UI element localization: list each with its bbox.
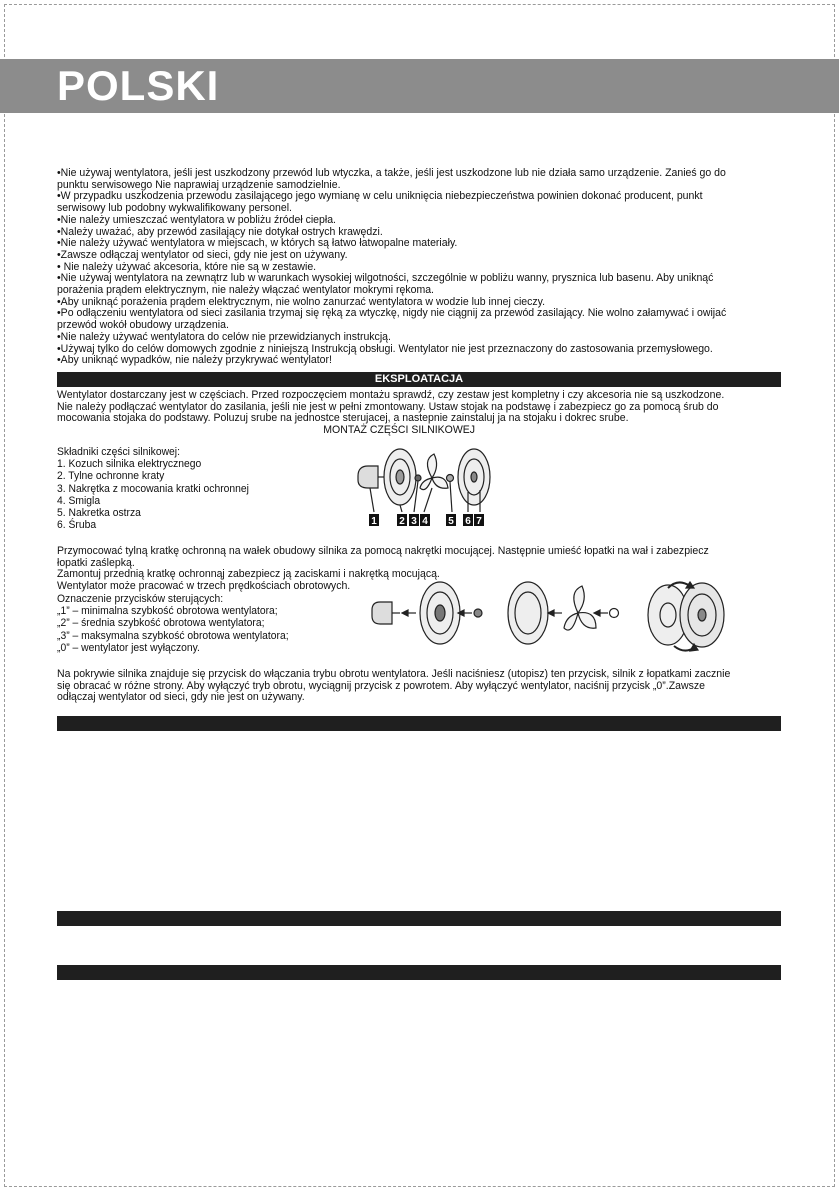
parts-item: 4. Smigla <box>57 494 101 507</box>
buttons-title: Oznaczenie przycisków sterujących: <box>57 593 224 605</box>
safety-item: • Nie należy używać akcesoria, które nie są w zestawie. <box>57 260 317 273</box>
page-title: POLSKI <box>57 62 220 109</box>
safety-list <box>57 168 741 367</box>
button-item: „3” – maksymalna szybkość obrotowa wentylatora; <box>57 629 289 642</box>
safety-item: •Zawsze odłączaj wentylator od sieci, gdy nie jest on używany. <box>57 248 348 261</box>
diagram-number: 7 <box>476 516 482 527</box>
language-header <box>0 59 839 113</box>
section-bar-empty <box>57 911 781 926</box>
assembly-steps-diagram <box>368 580 738 660</box>
parts-item: 3. Nakrętka z mocowania kratki ochronnej <box>57 482 249 495</box>
diagram-number: 6 <box>465 516 471 527</box>
section-heading-exploitation: EKSPLOATACJA <box>57 372 781 387</box>
safety-item: •Nie należy używać wentylatora w miejscach, w których są łatwo łatwopalne materiały. <box>57 237 458 250</box>
button-item: „1” – minimalna szybkość obrotowa wentylatora; <box>57 605 278 618</box>
safety-item: •Nie należy umieszczać wentylatora w pobliżu źródeł ciepła. <box>57 213 336 226</box>
intro-paragraph: Wentylator dostarczany jest w częściach. Przed rozpoczęciem montażu sprawdź, czy zestaw jest kompletny i czy akcesoria nie są uszkodzone. <box>57 389 725 401</box>
assembly-paragraph: Przymocować tylną kratkę ochronną na wałek obudowy silnika za pomocą nakrętki mocującej. Następnie umieść łopatki na wał i zabezpiecz łopatki zaślepką. <box>57 545 709 569</box>
diagram-number: 3 <box>411 516 417 527</box>
safety-item: •Aby uniknąć wypadków, nie należy przykrywać wentylator! <box>57 354 332 367</box>
parts-item: 6. Śruba <box>57 519 97 532</box>
parts-item: 1. Kozuch silnika elektrycznego <box>57 458 202 471</box>
motor-assembly-title: MONTAŻ CZĘŚCI SILNIKOWEJ <box>323 424 476 437</box>
parts-title: Składniki części silnikowej: <box>57 446 180 458</box>
intro-paragraph: Nie należy podłączać wentylator do zasilania, jeśli nie jest w pełni zmontowany. Ustaw stojak na podstawę i zabezpiecz go za pomocą śrub do mocowania stojaka do podstawy. Poluzuj srube na jednostce sterujacej, a nastepnie zainstaluj ja na stojaku i dokrec srube. <box>57 400 719 425</box>
rotation-text <box>57 669 741 704</box>
safety-item: •Nie używaj wentylatora, jeśli jest uszkodzony przewód lub wtyczka, a także, jeśli jest uszkodzone lub nie działa samo urządzenie. Zanieś go do punktu serwisowego Nie naprawiaj urządzenie samodzielnie. <box>57 167 726 191</box>
parts-item: 2. Tylne ochronne kraty <box>57 470 165 483</box>
safety-item: •Nie używaj wentylatora na zewnątrz lub w warunkach wysokiej wilgotności, szczególnie w pobliżu wanny, prysznica lub basenu. Aby uniknąć porażenia prądem elektrycznym, nie należy włączać wentylator mokrymi rękoma. <box>57 272 714 297</box>
safety-item: •Aby uniknąć porażenia prądem elektrycznym, nie wolno zanurzać wentylatora w wodzie lub innej cieczy. <box>57 295 546 308</box>
motor-parts-list <box>57 446 249 531</box>
diagram-number: 5 <box>448 516 454 527</box>
rotation-paragraph: Na pokrywie silnika znajduje się przycisk do włączania trybu obrotu wentylatora. Jeśli naciśniesz (utopisz) ten przycisk, silnik z łopatkami zacznie się obracać w różne strony. Aby wyłączyć tryb obrotu, wyciągnij przycisk z powrotem. Aby wyłączyć wentylator, naciśnij przycisk „0”.Zawsze odłączaj wentylator od sieci, gdy nie jest on używany. <box>57 668 731 704</box>
button-item: „2” – średnia szybkość obrotowa wentylatora; <box>57 617 265 630</box>
safety-item: •Należy uważać, aby przewód zasilający nie dotykał ostrych krawędzi. <box>57 225 383 238</box>
parts-item: 5. Nakretka ostrza <box>57 507 141 520</box>
safety-item: •Używaj tylko do celów domowych zgodnie z niniejszą Instrukcją obsługi. Wentylator nie jest przeznaczony do zastosowania przemysłowego. <box>57 342 713 355</box>
speeds-paragraph: Wentylator może pracować w trzech prędkościach obrotowych. <box>57 580 351 593</box>
control-buttons-list <box>57 593 289 654</box>
section-bar-empty <box>57 716 781 731</box>
exploded-parts-diagram <box>350 440 500 532</box>
diagram-number: 4 <box>422 516 428 527</box>
exploitation-intro <box>57 390 741 437</box>
assembly-paragraph: Zamontuj przednią kratkę ochronnąj zabezpiecz ją zaciskami i nakrętką mocującą. <box>57 568 440 581</box>
section-bar-empty <box>57 965 781 980</box>
diagram-number: 1 <box>371 516 377 527</box>
button-item: „0” – wentylator jest wyłączony. <box>57 641 200 654</box>
safety-item: •Po odłączeniu wentylatora od sieci zasilania trzymaj się ręką za wtyczkę, nigdy nie ciągnij za przewód zasilający. Nie wolno załamywać i owijać przewód wokół obudowy urządzenia. <box>57 307 727 332</box>
safety-item: •W przypadku uszkodzenia przewodu zasilającego jego wymianę w celu uniknięcia niebezpieczeństwa powinien dokonać producent, punkt serwisowy lub podobny wykwalifikowany personel. <box>57 190 703 215</box>
safety-item: •Nie należy używać wentylatora do celów nie przewidzianych instrukcją. <box>57 330 391 343</box>
diagram-number: 2 <box>399 516 405 527</box>
